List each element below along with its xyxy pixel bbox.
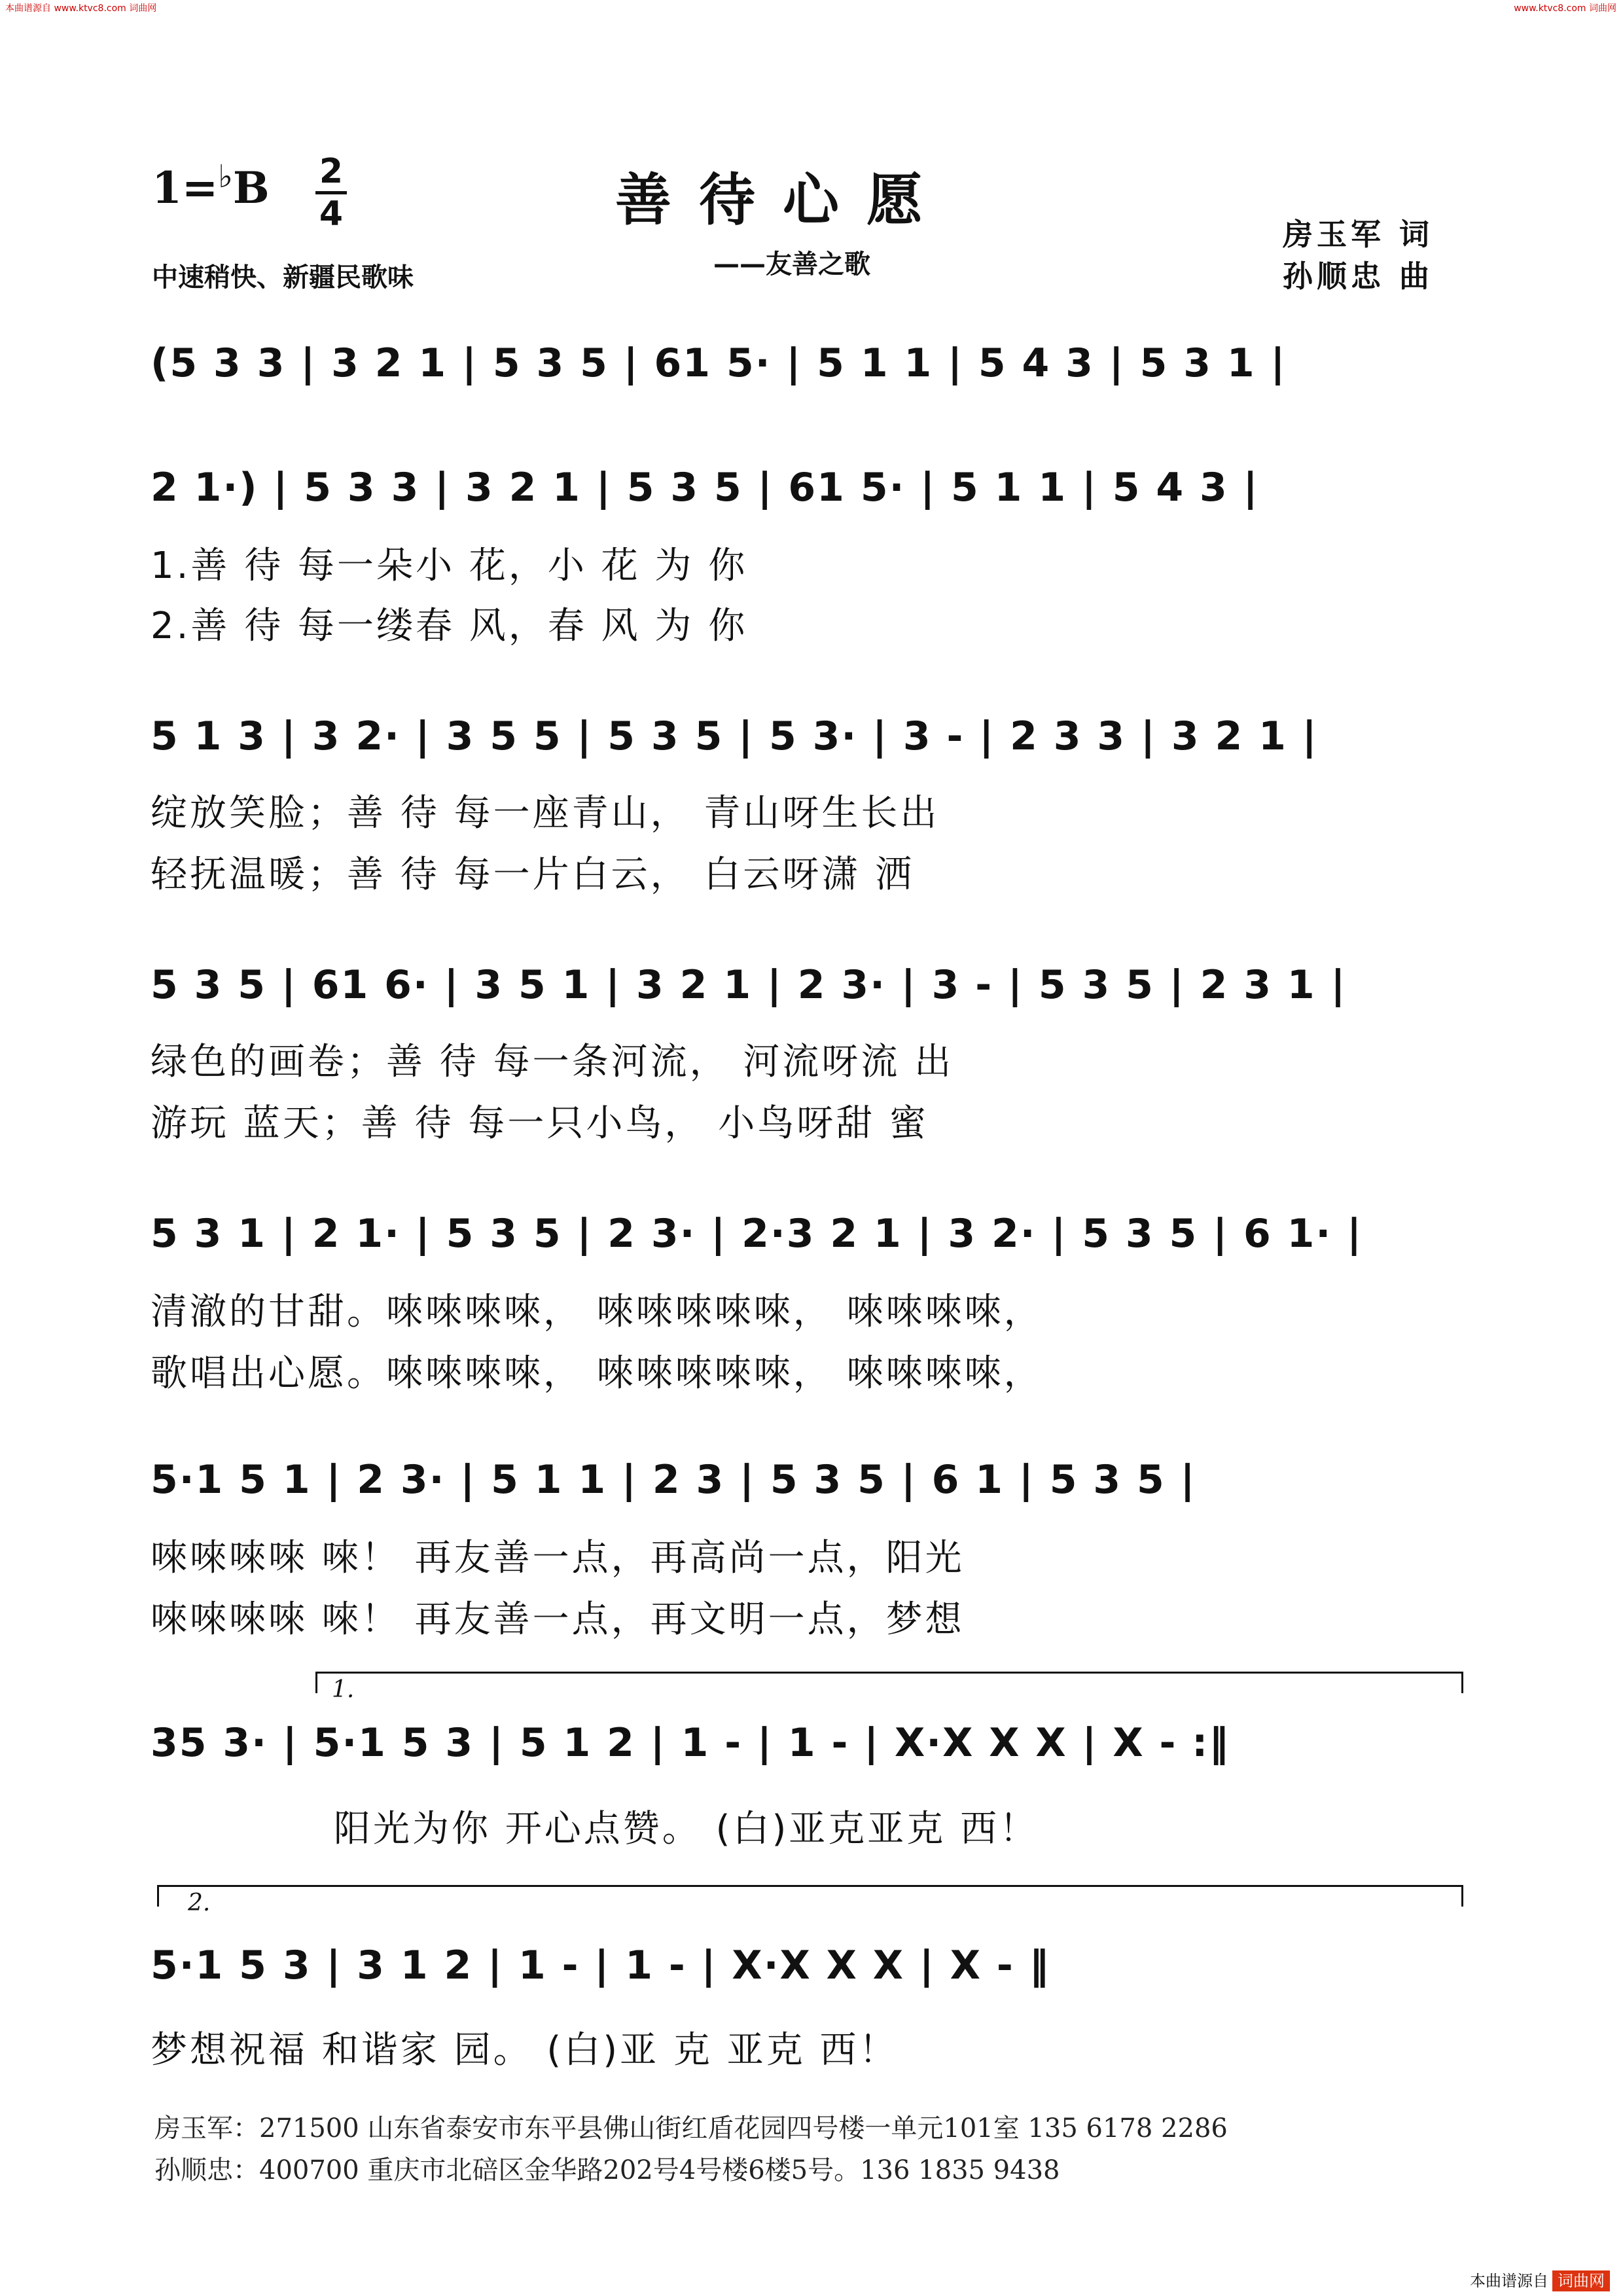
score-line-8 [151,1943,1472,2005]
notes-line-7: 35 3· | 5·1 5 3 | 5 1 2 | 1 - | 1 - | X·X X X | X - :‖ [151,1720,1230,1766]
volta-2-bracket [157,1885,1463,1916]
top-right-source: www.ktvc8.com 词曲网 [1514,3,1616,14]
footer-lyricist-contact: 房玉军：271500 山东省泰安市东平县佛山街红盾花园四号楼一单元101室 135 6178 2286 [154,2113,1228,2144]
score-line-4 [151,962,1472,1025]
song-title: 善待心愿 [615,168,950,233]
time-top: 2 [319,152,344,191]
lyric-line-8a: 梦想祝福 和谐家 园。 (白)亚 克 亚克 西！ [151,2029,899,2072]
watermark-logo: 词曲网 [1552,2270,1610,2291]
lyric-line-4b: 游玩 蓝天；善 待 每一只小鸟， 小鸟呀甜 蜜 [151,1102,929,1145]
time-signature [313,153,349,232]
flat-symbol: ♭ [218,158,233,195]
key-note: B [232,162,270,213]
score-line-3 [151,713,1472,776]
notes-line-2: 2 1·) | 5 3 3 | 3 2 1 | 5 3 5 | 61 5· | 5 1 1 | 5 4 3 | [151,465,1259,511]
tempo-marking: 中速稍快、新疆民歌味 [152,262,414,293]
lyric-line-5a: 清澈的甘甜。唻唻唻唻， 唻唻唻唻唻， 唻唻唻唻， [151,1291,1043,1333]
volta-1-bracket [315,1672,1463,1703]
song-subtitle: ——友善之歌 [713,249,870,279]
notes-line-6: 5·1 5 1 | 2 3· | 5 1 1 | 2 3 | 5 3 5 | 6 1 | 5 3 5 | [151,1457,1196,1503]
lyric-line-3b: 轻抚温暖；善 待 每一片白云， 白云呀潇 洒 [151,853,915,896]
lyric-line-2a: 1.善 待 每一朵小 花，小 花 为 你 [151,545,748,587]
top-left-source: 本曲谱源自 www.ktvc8.com 词曲网 [5,3,157,14]
key-signature [152,158,270,213]
footer-composer-contact: 孙顺忠：400700 重庆市北碚区金华路202号4号楼6楼5号。136 1835 9438 [154,2155,1060,2185]
lyric-line-2b: 2.善 待 每一缕春 风，春 风 为 你 [151,605,748,647]
lyric-line-6b: 唻唻唻唻 唻！ 再友善一点，再文明一点，梦想 [151,1598,965,1641]
notes-line-8: 5·1 5 3 | 3 1 2 | 1 - | 1 - | X·X X X | X - ‖ [151,1943,1050,1988]
time-bottom: 4 [319,194,344,234]
volta-2-label: 2. [188,1890,211,1916]
lyricist-credit: 房玉军 词 [1283,217,1434,252]
lyric-line-5b: 歌唱出心愿。唻唻唻唻， 唻唻唻唻唻， 唻唻唻唻， [151,1352,1043,1395]
score-line-7 [151,1720,1472,1783]
watermark [1470,2268,1610,2291]
watermark-left: 本曲谱源自 [1470,2272,1548,2290]
score-line-2 [151,465,1472,528]
composer-credit: 孙顺忠 曲 [1283,259,1434,294]
notes-line-5: 5 3 1 | 2 1· | 5 3 5 | 2 3· | 2·3 2 1 | 3 2· | 5 3 5 | 6 1· | [151,1211,1363,1257]
score-line-1 [151,340,1472,403]
key-prefix: 1= [152,162,219,213]
lyric-line-6a: 唻唻唻唻 唻！ 再友善一点，再高尚一点，阳光 [151,1537,965,1579]
notes-line-1: (5 3 3 | 3 2 1 | 5 3 5 | 61 5· | 5 1 1 | 5 4 3 | 5 3 1 | [151,340,1287,386]
lyric-line-4a: 绿色的画卷；善 待 每一条河流， 河流呀流 出 [151,1041,954,1083]
top-header-bar [0,0,1623,14]
notes-line-3: 5 1 3 | 3 2· | 3 5 5 | 5 3 5 | 5 3· | 3 - | 2 3 3 | 3 2 1 | [151,713,1318,759]
volta-1-label: 1. [332,1676,355,1703]
lyric-line-3a: 绽放笑脸；善 待 每一座青山， 青山呀生长出 [151,792,940,834]
score-line-5 [151,1211,1472,1274]
notes-line-4: 5 3 5 | 61 6· | 3 5 1 | 3 2 1 | 2 3· | 3 - | 5 3 5 | 2 3 1 | [151,962,1347,1008]
score-line-6 [151,1457,1472,1520]
lyric-line-7a: 阳光为你 开心点赞。 (白)亚克亚克 西！ [334,1808,1039,1850]
